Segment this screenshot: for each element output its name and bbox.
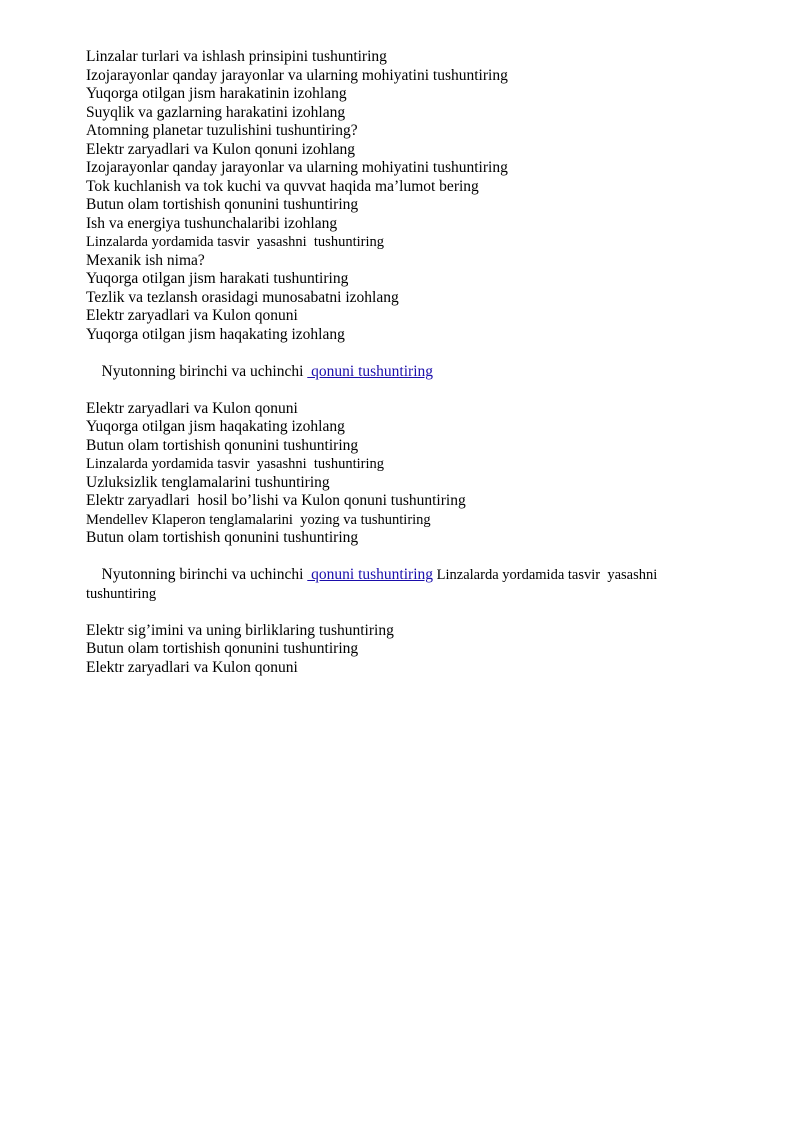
question-line: Atomning planetar tuzulishini tushuntiring? [86, 122, 358, 139]
question-line: Linzalarda yordamida tasvir yasashni tushuntiring [86, 234, 384, 250]
question-line: Uzluksizlik tenglamalarini tushuntiring [86, 473, 330, 491]
question-line: Ish va energiya tushunchalaribi izohlang [86, 214, 338, 232]
question-line: Mendellev Klaperon tenglamalarini yozing va tushuntiring [86, 511, 431, 528]
question-line: Linzalar turlari va ishlash prinsipini tushuntiring [86, 48, 387, 65]
question-link[interactable]: qonuni tushuntiring [307, 362, 434, 380]
question-line: Butun olam tortishish qonunini tushuntiring [86, 436, 359, 454]
question-text: Nyutonning birinchi va uchinchi [101, 362, 308, 380]
question-line: Yuqorga otilgan jism harakati tushuntiring [86, 270, 349, 287]
question-line: Elektr zaryadlari va Kulon qonuni [86, 658, 298, 676]
question-line: Yuqorga otilgan jism haqakating izohlang [86, 325, 345, 343]
question-line: Izojarayonlar qanday jarayonlar va ularning mohiyatini tushuntiring [86, 159, 508, 176]
question-line: Butun olam tortishish qonunini tushuntiring [86, 196, 359, 213]
question-line: Elektr sig’imini va uning birliklaring tushuntiring [86, 621, 394, 639]
question-line: Elektr zaryadlari va Kulon qonuni izohlang [86, 140, 356, 158]
question-line: Mexanik ish nima? [86, 251, 205, 269]
question-line: Yuqorga otilgan jism harakatinin izohlang [86, 85, 347, 102]
question-line: Suyqlik va gazlarning harakatini izohlang [86, 103, 346, 121]
question-line: Elektr zaryadlari va Kulon qonuni [86, 307, 298, 324]
question-line: Tezlik va tezlansh orasidagi munosabatni izohlang [86, 288, 399, 306]
question-line: Yuqorga otilgan jism haqakating izohlang [86, 418, 345, 435]
question-text: Nyutonning birinchi va uchinchi [101, 566, 308, 583]
question-line: Linzalarda yordamida tasvir yasashni tushuntiring [86, 456, 384, 472]
document-page [86, 48, 686, 677]
question-line: Butun olam tortishish qonunini tushuntiring [86, 640, 359, 657]
question-line [86, 344, 686, 400]
question-line: Elektr zaryadlari hosil bo’lishi va Kulon qonuni tushuntiring [86, 492, 466, 509]
question-line [86, 548, 686, 622]
question-link[interactable]: qonuni tushuntiring [307, 566, 434, 583]
question-line: Elektr zaryadlari va Kulon qonuni [86, 399, 298, 417]
question-line: Tok kuchlanish va tok kuchi va quvvat haqida ma’lumot bering [86, 177, 479, 195]
question-text-continued: Linzalarda yordamida tasvir yasashni tushuntiring [86, 567, 665, 602]
question-line: Butun olam tortishish qonunini tushuntiring [86, 529, 359, 546]
question-line: Izojarayonlar qanday jarayonlar va ularning mohiyatini tushuntiring [86, 66, 508, 84]
